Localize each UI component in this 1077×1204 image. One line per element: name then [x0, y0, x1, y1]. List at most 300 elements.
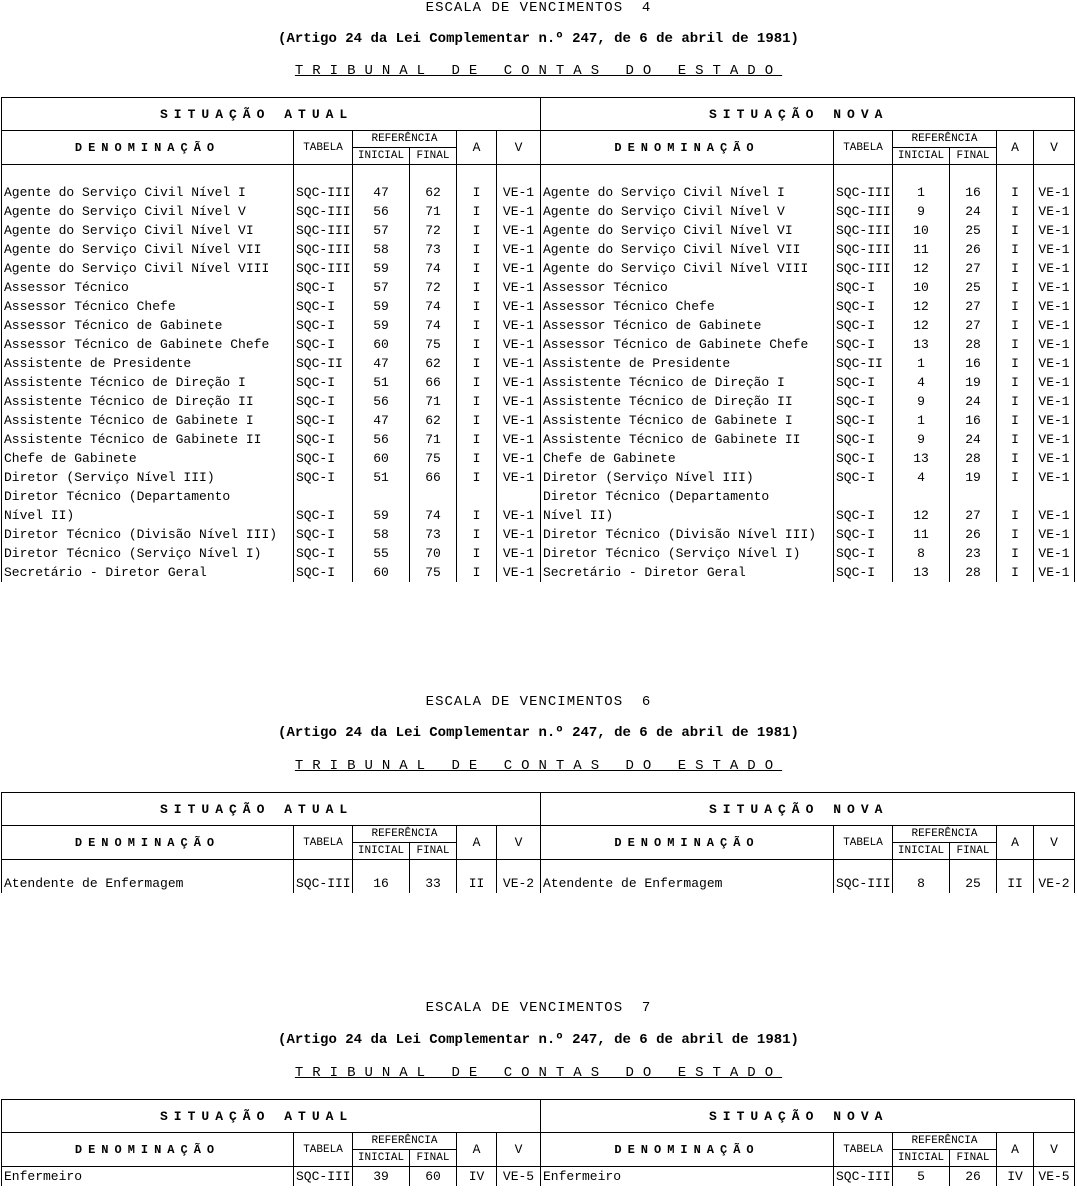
nova-inicial-cell: 12: [913, 261, 929, 276]
tabela-cell: SQC-I: [296, 337, 336, 352]
v-cell: VE-1: [502, 204, 535, 219]
v-cell: VE-5: [502, 1169, 535, 1184]
denominacao-cell: Agente do Serviço Civil Nível VIII: [4, 261, 270, 276]
nova-final-cell: 28: [965, 565, 981, 580]
nova-tabela-cell: SQC-I: [836, 318, 876, 333]
denominacao-cell: Enfermeiro: [4, 1169, 83, 1184]
final-cell: 60: [425, 1169, 441, 1184]
nova-tabela-cell: SQC-III: [836, 204, 891, 219]
denominacao-cell: Agente do Serviço Civil Nível I: [4, 185, 246, 200]
nova-denominacao-cell: Enfermeiro: [543, 1169, 622, 1184]
denominacao-cell: Chefe de Gabinete: [4, 451, 137, 466]
denominacao-cell: Secretário - Diretor Geral: [4, 565, 207, 580]
nova-final-cell: 27: [965, 318, 981, 333]
nova-a-cell: I: [1011, 451, 1019, 466]
v-cell: VE-1: [502, 318, 535, 333]
final-cell: 75: [425, 337, 441, 352]
nova-final-cell: 25: [965, 876, 981, 891]
situacao-atual-header: SITUAÇÃO ATUAL: [2, 793, 541, 826]
nova-inicial-cell: 5: [917, 1169, 925, 1184]
inicial-cell: 57: [373, 280, 389, 295]
nova-denominacao-cell: Diretor Técnico (Serviço Nível I): [543, 546, 801, 561]
nova-v-cell: VE-1: [1038, 527, 1070, 542]
nova-inicial-cell: 4: [917, 470, 925, 485]
nova-a-cell: I: [1011, 413, 1019, 428]
referencia-header: REFERÊNCIA: [353, 1133, 457, 1150]
nova-v-cell: VE-1: [1038, 185, 1070, 200]
nova-a-cell: IV: [1007, 1169, 1023, 1184]
nova-denominacao-cell: Diretor Técnico (Divisão Nível III): [543, 527, 817, 542]
inicial-cell: 56: [373, 432, 389, 447]
a-cell: I: [472, 413, 481, 428]
scale-title: ESCALA DE VENCIMENTOS 6: [425, 694, 652, 710]
nova-denominacao-cell: Agente do Serviço Civil Nível VI: [543, 223, 793, 238]
inicial-cell: 59: [373, 508, 389, 523]
nova-inicial-cell: 8: [917, 546, 925, 561]
inicial-cell: 47: [373, 413, 389, 428]
final-cell: 74: [425, 261, 441, 276]
tabela-cell: SQC-I: [296, 546, 336, 561]
a-cell: I: [472, 565, 481, 580]
nova-a-cell: I: [1011, 432, 1019, 447]
inicial-header: INICIAL: [893, 148, 950, 165]
final-cell: 66: [425, 375, 441, 390]
v-cell: VE-1: [502, 527, 535, 542]
nova-tabela-cell: SQC-III: [836, 261, 891, 276]
final-cell: 74: [425, 508, 441, 523]
nova-final-cell: 26: [965, 1169, 981, 1184]
denominacao-cell: Diretor Técnico (Divisão Nível III): [4, 527, 278, 542]
nova-inicial-cell: 9: [917, 204, 925, 219]
nova-final-cell: 24: [965, 394, 981, 409]
inicial-cell: 51: [373, 375, 389, 390]
nova-inicial-cell: 8: [917, 876, 925, 891]
tabela-header: TABELA: [294, 1133, 353, 1167]
nova-a-cell: I: [1011, 356, 1019, 371]
salary-scale-table: [1, 97, 1075, 582]
v-cell: VE-1: [502, 508, 535, 523]
a-cell: II: [468, 876, 485, 891]
salary-scale-table: [1, 1099, 1075, 1186]
tabela-header: TABELA: [294, 826, 353, 860]
final-cell: 74: [425, 299, 441, 314]
v-header: V: [1034, 826, 1075, 860]
nova-v-cell: VE-2: [1038, 876, 1070, 891]
final-cell: 73: [425, 527, 441, 542]
nova-tabela-cell: SQC-I: [836, 565, 876, 580]
a-cell: I: [472, 242, 481, 257]
nova-v-cell: VE-1: [1038, 413, 1070, 428]
nova-denominacao-cell: Diretor Técnico (Departamento: [543, 489, 770, 504]
tabela-cell: SQC-III: [296, 242, 351, 257]
tabela-cell: SQC-I: [296, 432, 336, 447]
inicial-cell: 57: [373, 223, 389, 238]
nova-a-cell: II: [1007, 876, 1023, 891]
nova-denominacao-cell: Assistente Técnico de Gabinete I: [543, 413, 793, 428]
referencia-header: REFERÊNCIA: [893, 131, 997, 148]
final-header: FINAL: [950, 843, 997, 860]
inicial-cell: 39: [373, 1169, 389, 1184]
nova-inicial-cell: 11: [913, 242, 929, 257]
organization-name: TRIBUNAL DE CONTAS DO ESTADO: [294, 63, 783, 79]
denominacao-cell: Assistente Técnico de Gabinete II: [4, 432, 262, 447]
tabela-cell: SQC-I: [296, 394, 336, 409]
tabela-cell: SQC-I: [296, 527, 336, 542]
nova-final-cell: 27: [965, 508, 981, 523]
final-header: FINAL: [950, 1150, 997, 1167]
final-cell: 62: [425, 413, 441, 428]
denominacao-cell: Assessor Técnico Chefe: [4, 299, 176, 314]
final-cell: 70: [425, 546, 441, 561]
referencia-header: REFERÊNCIA: [893, 1133, 997, 1150]
nova-tabela-cell: SQC-I: [836, 375, 876, 390]
final-header: FINAL: [950, 148, 997, 165]
nova-tabela-cell: SQC-I: [836, 413, 876, 428]
nova-final-cell: 16: [965, 185, 981, 200]
nova-a-cell: I: [1011, 204, 1019, 219]
denominacao-cell: Assistente Técnico de Direção II: [4, 394, 254, 409]
nova-denominacao-cell: Nível II): [543, 508, 614, 523]
denominacao-header: DENOMINAÇÃO: [541, 1133, 834, 1167]
tabela-header: TABELA: [834, 131, 893, 165]
nova-inicial-cell: 1: [917, 185, 925, 200]
final-cell: 71: [425, 204, 441, 219]
nova-final-cell: 24: [965, 204, 981, 219]
v-cell: VE-1: [502, 413, 535, 428]
v-cell: VE-2: [502, 876, 535, 891]
v-header: V: [1034, 131, 1075, 165]
denominacao-cell: Assistente de Presidente: [4, 356, 192, 371]
denominacao-header: DENOMINAÇÃO: [541, 131, 834, 165]
final-cell: 75: [425, 451, 441, 466]
a-cell: I: [472, 527, 481, 542]
denominacao-cell: Diretor Técnico (Departamento: [4, 489, 231, 504]
nova-final-cell: 25: [965, 280, 981, 295]
nova-v-cell: VE-1: [1038, 432, 1070, 447]
nova-final-cell: 23: [965, 546, 981, 561]
final-cell: 75: [425, 565, 441, 580]
nova-denominacao-cell: Chefe de Gabinete: [543, 451, 676, 466]
scale-subtitle: (Artigo 24 da Lei Complementar n.º 247, de 6 de abril de 1981): [278, 1032, 799, 1048]
nova-final-cell: 26: [965, 527, 981, 542]
denominacao-cell: Agente do Serviço Civil Nível V: [4, 204, 246, 219]
inicial-cell: 56: [373, 394, 389, 409]
organization-name: TRIBUNAL DE CONTAS DO ESTADO: [294, 1065, 783, 1081]
nova-v-cell: VE-1: [1038, 451, 1070, 466]
organization-name: TRIBUNAL DE CONTAS DO ESTADO: [294, 758, 783, 774]
v-cell: VE-1: [502, 280, 535, 295]
inicial-cell: 59: [373, 299, 389, 314]
v-header: V: [497, 1133, 541, 1167]
nova-a-cell: I: [1011, 185, 1019, 200]
tabela-cell: SQC-III: [296, 223, 351, 238]
a-header: A: [457, 1133, 497, 1167]
final-header: FINAL: [410, 843, 457, 860]
nova-tabela-cell: SQC-I: [836, 394, 876, 409]
situacao-atual-header: SITUAÇÃO ATUAL: [2, 98, 541, 131]
nova-final-cell: 19: [965, 375, 981, 390]
v-cell: VE-1: [502, 375, 535, 390]
final-header: FINAL: [410, 1150, 457, 1167]
a-cell: I: [472, 546, 481, 561]
v-cell: VE-1: [502, 337, 535, 352]
nova-denominacao-cell: Assistente Técnico de Gabinete II: [543, 432, 801, 447]
v-cell: VE-1: [502, 356, 535, 371]
tabela-cell: SQC-III: [296, 1169, 351, 1184]
nova-v-cell: VE-1: [1038, 508, 1070, 523]
nova-tabela-cell: SQC-I: [836, 451, 876, 466]
nova-tabela-cell: SQC-I: [836, 337, 876, 352]
nova-tabela-cell: SQC-I: [836, 470, 876, 485]
scale-subtitle: (Artigo 24 da Lei Complementar n.º 247, de 6 de abril de 1981): [278, 725, 799, 741]
nova-final-cell: 28: [965, 451, 981, 466]
nova-tabela-cell: SQC-I: [836, 299, 876, 314]
final-cell: 74: [425, 318, 441, 333]
a-header: A: [457, 131, 497, 165]
nova-a-cell: I: [1011, 546, 1019, 561]
final-cell: 72: [425, 280, 441, 295]
v-header: V: [497, 131, 541, 165]
inicial-cell: 60: [373, 565, 389, 580]
nova-v-cell: VE-1: [1038, 470, 1070, 485]
nova-denominacao-cell: Agente do Serviço Civil Nível V: [543, 204, 785, 219]
scale-title: ESCALA DE VENCIMENTOS 7: [425, 1000, 652, 1016]
nova-tabela-cell: SQC-I: [836, 432, 876, 447]
final-header: FINAL: [410, 148, 457, 165]
nova-denominacao-cell: Assistente de Presidente: [543, 356, 731, 371]
v-cell: VE-1: [502, 432, 535, 447]
situacao-nova-header: SITUAÇÃO NOVA: [541, 1100, 1075, 1133]
nova-denominacao-cell: Assistente Técnico de Direção II: [543, 394, 793, 409]
nova-a-cell: I: [1011, 394, 1019, 409]
v-header: V: [497, 826, 541, 860]
tabela-cell: SQC-III: [296, 876, 351, 891]
tabela-cell: SQC-I: [296, 565, 336, 580]
final-cell: 71: [425, 432, 441, 447]
v-cell: VE-1: [502, 185, 535, 200]
tabela-cell: SQC-III: [296, 204, 351, 219]
scale-subtitle: (Artigo 24 da Lei Complementar n.º 247, de 6 de abril de 1981): [278, 31, 799, 47]
nova-a-cell: I: [1011, 565, 1019, 580]
tabela-header: TABELA: [294, 131, 353, 165]
inicial-header: INICIAL: [353, 843, 410, 860]
tabela-header: TABELA: [834, 826, 893, 860]
nova-final-cell: 27: [965, 261, 981, 276]
denominacao-cell: Atendente de Enfermagem: [4, 876, 184, 891]
nova-tabela-cell: SQC-II: [836, 356, 883, 371]
salary-scale-table: [1, 792, 1075, 893]
nova-inicial-cell: 13: [913, 565, 929, 580]
nova-a-cell: I: [1011, 223, 1019, 238]
nova-v-cell: VE-5: [1038, 1169, 1070, 1184]
v-cell: VE-1: [502, 242, 535, 257]
inicial-cell: 58: [373, 242, 389, 257]
final-cell: 62: [425, 185, 441, 200]
inicial-header: INICIAL: [893, 1150, 950, 1167]
situacao-nova-header: SITUAÇÃO NOVA: [541, 98, 1075, 131]
nova-denominacao-cell: Secretário - Diretor Geral: [543, 565, 746, 580]
nova-final-cell: 25: [965, 223, 981, 238]
referencia-header: REFERÊNCIA: [893, 826, 997, 843]
nova-a-cell: I: [1011, 242, 1019, 257]
nova-inicial-cell: 13: [913, 337, 929, 352]
a-header: A: [997, 131, 1034, 165]
nova-final-cell: 16: [965, 413, 981, 428]
final-cell: 33: [425, 876, 441, 891]
denominacao-cell: Diretor (Serviço Nível III): [4, 470, 215, 485]
nova-tabela-cell: SQC-I: [836, 546, 876, 561]
nova-v-cell: VE-1: [1038, 318, 1070, 333]
denominacao-cell: Diretor Técnico (Serviço Nível I): [4, 546, 262, 561]
nova-v-cell: VE-1: [1038, 337, 1070, 352]
a-cell: I: [472, 280, 481, 295]
nova-inicial-cell: 10: [913, 223, 929, 238]
tabela-cell: SQC-I: [296, 451, 336, 466]
nova-inicial-cell: 1: [917, 356, 925, 371]
tabela-cell: SQC-I: [296, 508, 336, 523]
nova-inicial-cell: 1: [917, 413, 925, 428]
nova-a-cell: I: [1011, 527, 1019, 542]
nova-denominacao-cell: Agente do Serviço Civil Nível VIII: [543, 261, 809, 276]
denominacao-cell: Nível II): [4, 508, 75, 523]
inicial-cell: 56: [373, 204, 389, 219]
a-cell: I: [472, 204, 481, 219]
nova-tabela-cell: SQC-III: [836, 223, 891, 238]
v-cell: VE-1: [502, 299, 535, 314]
inicial-cell: 59: [373, 318, 389, 333]
tabela-cell: SQC-I: [296, 280, 336, 295]
nova-denominacao-cell: Assessor Técnico de Gabinete Chefe: [543, 337, 809, 352]
nova-denominacao-cell: Assessor Técnico de Gabinete: [543, 318, 762, 333]
nova-inicial-cell: 11: [913, 527, 929, 542]
nova-denominacao-cell: Diretor (Serviço Nível III): [543, 470, 754, 485]
nova-tabela-cell: SQC-III: [836, 242, 891, 257]
nova-denominacao-cell: Assistente Técnico de Direção I: [543, 375, 785, 390]
a-header: A: [997, 1133, 1034, 1167]
a-cell: I: [472, 185, 481, 200]
tabela-cell: SQC-III: [296, 185, 351, 200]
denominacao-header: DENOMINAÇÃO: [541, 826, 834, 860]
denominacao-cell: Assessor Técnico: [4, 280, 129, 295]
inicial-cell: 55: [373, 546, 389, 561]
inicial-cell: 16: [373, 876, 389, 891]
nova-final-cell: 16: [965, 356, 981, 371]
nova-a-cell: I: [1011, 261, 1019, 276]
v-cell: VE-1: [502, 565, 535, 580]
v-cell: VE-1: [502, 451, 535, 466]
inicial-cell: 60: [373, 337, 389, 352]
final-cell: 72: [425, 223, 441, 238]
a-cell: I: [472, 432, 481, 447]
inicial-header: INICIAL: [353, 1150, 410, 1167]
inicial-cell: 51: [373, 470, 389, 485]
a-cell: I: [472, 223, 481, 238]
v-cell: VE-1: [502, 394, 535, 409]
nova-v-cell: VE-1: [1038, 546, 1070, 561]
tabela-cell: SQC-I: [296, 413, 336, 428]
nova-a-cell: I: [1011, 337, 1019, 352]
nova-inicial-cell: 12: [913, 299, 929, 314]
v-header: V: [1034, 1133, 1075, 1167]
denominacao-cell: Agente do Serviço Civil Nível VI: [4, 223, 254, 238]
nova-v-cell: VE-1: [1038, 565, 1070, 580]
v-cell: VE-1: [502, 261, 535, 276]
nova-inicial-cell: 12: [913, 508, 929, 523]
nova-final-cell: 28: [965, 337, 981, 352]
nova-v-cell: VE-1: [1038, 394, 1070, 409]
a-cell: I: [472, 356, 481, 371]
nova-denominacao-cell: Agente do Serviço Civil Nível I: [543, 185, 785, 200]
inicial-cell: 47: [373, 185, 389, 200]
a-cell: I: [472, 299, 481, 314]
v-cell: VE-1: [502, 470, 535, 485]
inicial-cell: 47: [373, 356, 389, 371]
nova-tabela-cell: SQC-I: [836, 527, 876, 542]
denominacao-header: DENOMINAÇÃO: [2, 826, 294, 860]
tabela-cell: SQC-I: [296, 470, 336, 485]
nova-final-cell: 19: [965, 470, 981, 485]
a-cell: I: [472, 508, 481, 523]
tabela-cell: SQC-I: [296, 299, 336, 314]
final-cell: 73: [425, 242, 441, 257]
a-cell: I: [472, 375, 481, 390]
a-cell: I: [472, 318, 481, 333]
a-header: A: [457, 826, 497, 860]
tabela-cell: SQC-III: [296, 261, 351, 276]
nova-denominacao-cell: Atendente de Enfermagem: [543, 876, 723, 891]
final-cell: 62: [425, 356, 441, 371]
nova-a-cell: I: [1011, 318, 1019, 333]
inicial-cell: 60: [373, 451, 389, 466]
inicial-header: INICIAL: [893, 843, 950, 860]
tabela-cell: SQC-II: [296, 356, 343, 371]
nova-tabela-cell: SQC-I: [836, 280, 876, 295]
nova-inicial-cell: 9: [917, 394, 925, 409]
a-header: A: [997, 826, 1034, 860]
nova-tabela-cell: SQC-III: [836, 876, 891, 891]
nova-a-cell: I: [1011, 508, 1019, 523]
nova-inicial-cell: 9: [917, 432, 925, 447]
nova-final-cell: 27: [965, 299, 981, 314]
inicial-cell: 59: [373, 261, 389, 276]
referencia-header: REFERÊNCIA: [353, 131, 457, 148]
nova-v-cell: VE-1: [1038, 375, 1070, 390]
tabela-header: TABELA: [834, 1133, 893, 1167]
a-cell: I: [472, 451, 481, 466]
nova-v-cell: VE-1: [1038, 223, 1070, 238]
denominacao-header: DENOMINAÇÃO: [2, 1133, 294, 1167]
denominacao-header: DENOMINAÇÃO: [2, 131, 294, 165]
nova-v-cell: VE-1: [1038, 356, 1070, 371]
situacao-atual-header: SITUAÇÃO ATUAL: [2, 1100, 541, 1133]
a-cell: I: [472, 337, 481, 352]
scale-title: ESCALA DE VENCIMENTOS 4: [425, 0, 652, 16]
denominacao-cell: Assessor Técnico de Gabinete: [4, 318, 223, 333]
denominacao-cell: Assistente Técnico de Gabinete I: [4, 413, 254, 428]
nova-final-cell: 26: [965, 242, 981, 257]
a-cell: I: [472, 261, 481, 276]
nova-v-cell: VE-1: [1038, 280, 1070, 295]
a-cell: IV: [468, 1169, 485, 1184]
nova-a-cell: I: [1011, 280, 1019, 295]
nova-a-cell: I: [1011, 375, 1019, 390]
nova-v-cell: VE-1: [1038, 242, 1070, 257]
a-cell: I: [472, 394, 481, 409]
nova-inicial-cell: 4: [917, 375, 925, 390]
v-cell: VE-1: [502, 546, 535, 561]
nova-inicial-cell: 13: [913, 451, 929, 466]
nova-tabela-cell: SQC-III: [836, 185, 891, 200]
